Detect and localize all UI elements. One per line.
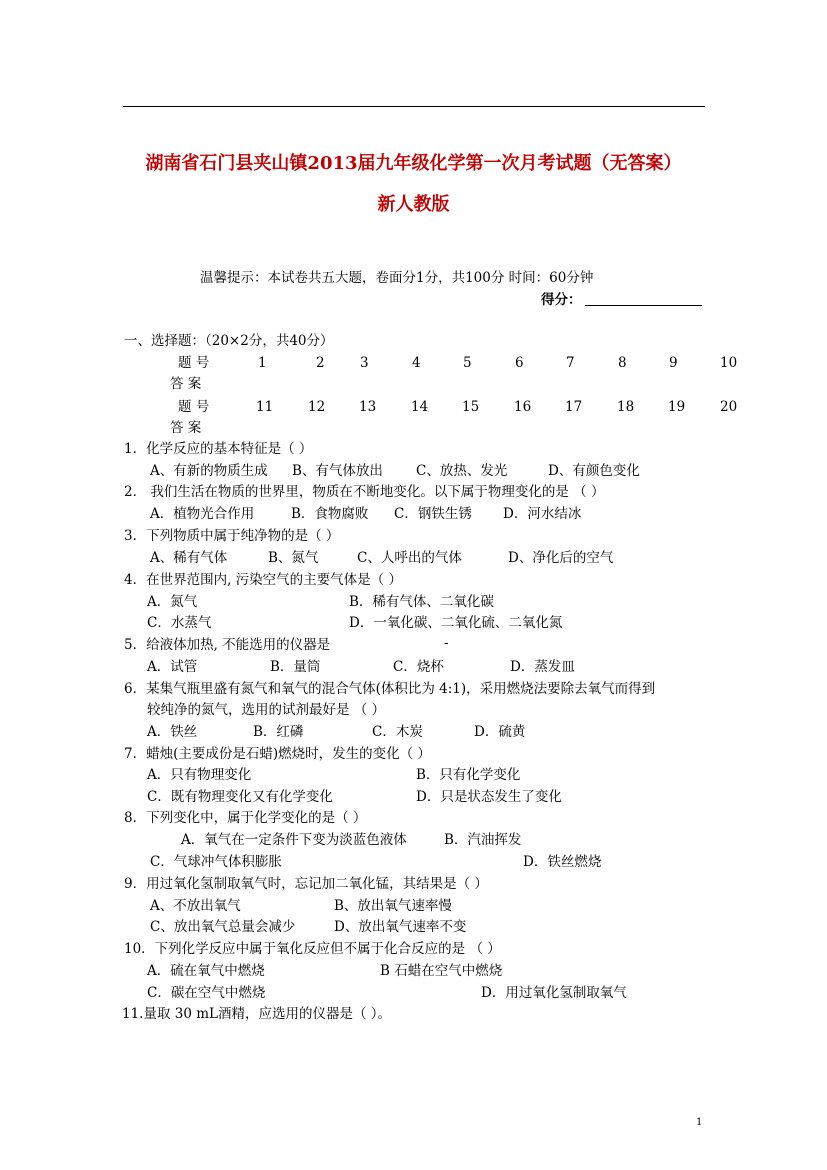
table-cell: 2 <box>316 355 325 371</box>
option: A．试管 <box>147 659 198 675</box>
table-cell: 17 <box>565 399 583 415</box>
table-cell: 5 <box>463 355 472 371</box>
option: B．只有化学变化 <box>416 767 521 783</box>
option: D．铁丝燃烧 <box>523 854 602 870</box>
option: D、净化后的空气 <box>508 550 614 566</box>
option: B、有气体放出 <box>292 463 383 479</box>
option: A、不放出氧气 <box>150 898 241 914</box>
option: C．水蒸气 <box>147 615 212 631</box>
option: B．汽油挥发 <box>444 832 522 848</box>
table-cell: 12 <box>308 399 326 415</box>
question-4: 4．在世界范围内, 污染空气的主要气体是（ ） <box>124 572 402 588</box>
option: D．只是状态发生了变化 <box>416 789 562 805</box>
option: A．氮气 <box>147 594 198 610</box>
option: B．食物腐败 <box>291 506 369 522</box>
option: C、放热、发光 <box>416 463 508 479</box>
table-cell: 1 <box>258 355 267 371</box>
option: C、放出氧气总量会减少 <box>150 919 296 935</box>
table-cell: 13 <box>359 399 377 415</box>
table-cell: 10 <box>720 355 738 371</box>
table-cell: 9 <box>669 355 678 371</box>
option: B．红磷 <box>253 724 304 740</box>
table-cell: 3 <box>360 355 369 371</box>
table-cell: 15 <box>462 399 480 415</box>
question-6: 6．某集气瓶里盛有氮气和氧气的混合气体(体积比为 4:1)，采用燃烧法要除去氧气而得到 <box>124 681 656 697</box>
table-cell: 7 <box>566 355 575 371</box>
table-label-answer: 答 案 <box>170 420 202 436</box>
question-3: 3．下列物质中属于纯净物的是（ ） <box>124 528 340 544</box>
option: C．气球冲气体积膨胀 <box>150 854 282 870</box>
table-cell: 19 <box>668 399 686 415</box>
question-7: 7．蜡烛(主要成份是石蜡)燃烧时，发生的变化（ ） <box>124 746 431 762</box>
table-cell: 6 <box>515 355 524 371</box>
question-2: 2． 我们生活在物质的世界里，物质在不断地变化。以下属于物理变化的是 （ ） <box>124 484 605 500</box>
exam-tip: 温馨提示：本试卷共五大题，卷面分1分，共100分 时间：60分钟 <box>200 270 594 286</box>
table-label-number: 题 号 <box>178 399 210 415</box>
option: D．河水结冰 <box>503 506 582 522</box>
option: D．一氧化碳、二氧化硫、二氧化氮 <box>349 615 563 631</box>
stray-dash: - <box>444 635 449 651</box>
option: B．量筒 <box>270 659 321 675</box>
header-rule <box>123 106 705 107</box>
option: A、稀有气体 <box>150 550 228 566</box>
option: A．植物光合作用 <box>150 506 255 522</box>
option: D．硫黄 <box>474 724 526 740</box>
table-cell: 14 <box>411 399 429 415</box>
option: A．硫在氧气中燃烧 <box>147 963 265 979</box>
option: C．木炭 <box>372 724 423 740</box>
table-label-number: 题 号 <box>178 355 210 371</box>
question-6-cont: 较纯净的氮气，选用的试剂最好是 （ ） <box>147 702 386 718</box>
document-subtitle: 新人教版 <box>377 194 450 215</box>
question-9: 9．用过氧化氢制取氧气时，忘记加二氧化锰，其结果是（ ） <box>124 876 488 892</box>
option: B、氮气 <box>268 550 319 566</box>
option: B、放出氧气速率慢 <box>334 898 452 914</box>
option: C．既有物理变化又有化学变化 <box>147 789 333 805</box>
question-1: 1．化学反应的基本特征是（ ） <box>124 441 313 457</box>
option: D、有颜色变化 <box>548 463 640 479</box>
question-8: 8．下列变化中，属于化学变化的是（ ） <box>124 810 367 826</box>
question-11: 11.量取 30 mL酒精，应选用的仪器是（ ）。 <box>122 1006 392 1022</box>
option: A．只有物理变化 <box>147 767 252 783</box>
option: A．铁丝 <box>147 724 198 740</box>
option: D、放出氧气速率不变 <box>334 919 467 935</box>
option: B．稀有气体、二氧化碳 <box>349 594 494 610</box>
table-label-answer: 答 案 <box>170 376 202 392</box>
option: A．氧气在一定条件下变为淡蓝色液体 <box>181 832 407 848</box>
option: A、有新的物质生成 <box>150 463 268 479</box>
table-cell: 4 <box>412 355 421 371</box>
question-10: 10．下列化学反应中属于氧化反应但不属于化合反应的是 （ ） <box>124 941 501 957</box>
table-cell: 8 <box>618 355 627 371</box>
option: C．碳在空气中燃烧 <box>147 985 266 1001</box>
option: D．蒸发皿 <box>510 659 575 675</box>
page-number: 1 <box>696 1117 703 1128</box>
table-cell: 16 <box>514 399 532 415</box>
score-blank[interactable] <box>585 305 702 306</box>
option: C．钢铁生锈 <box>394 506 472 522</box>
option: C．烧杯 <box>393 659 444 675</box>
option: B 石蜡在空气中燃烧 <box>380 963 503 979</box>
table-cell: 11 <box>256 399 274 415</box>
score-label: 得分： <box>541 292 582 308</box>
document-title: 湖南省石门县夹山镇2013届九年级化学第一次月考试题（无答案） <box>145 153 682 174</box>
option: D．用过氧化氢制取氧气 <box>481 985 627 1001</box>
question-5: 5．给液体加热, 不能选用的仪器是 <box>124 637 331 653</box>
table-cell: 20 <box>720 399 738 415</box>
table-cell: 18 <box>617 399 635 415</box>
option: C、人呼出的气体 <box>357 550 462 566</box>
section-title: 一、选择题：（20×2分，共40分） <box>124 333 334 349</box>
